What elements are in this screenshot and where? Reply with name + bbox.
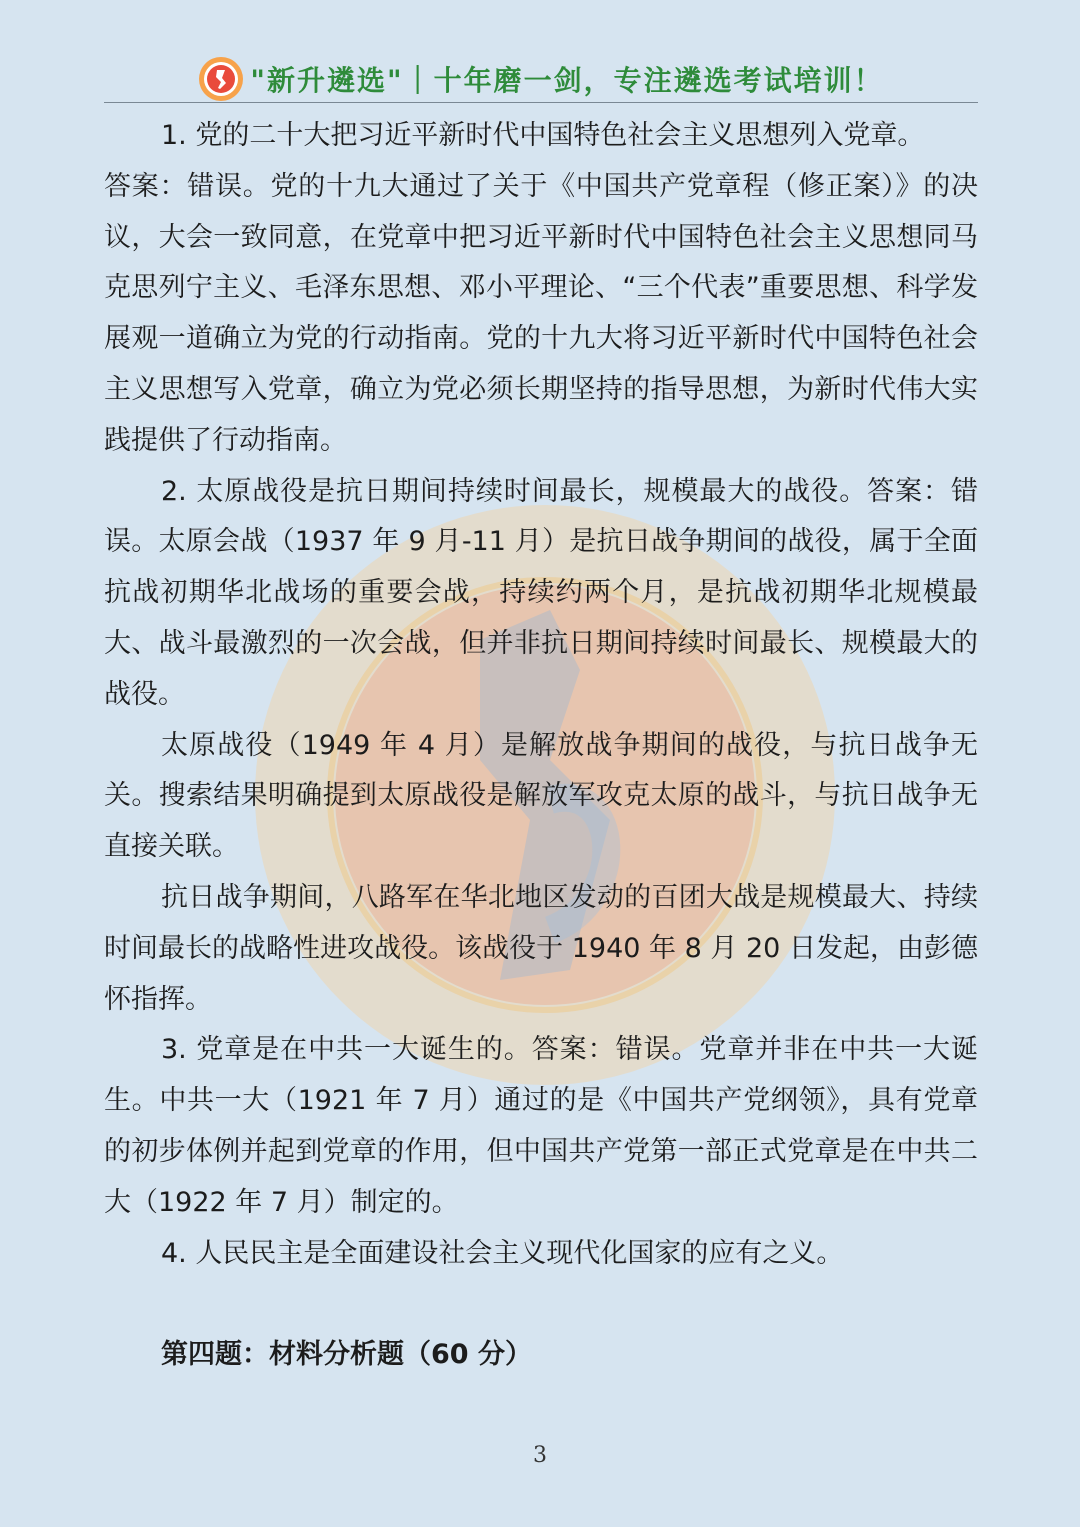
paragraph-hundred-regiments: 抗日战争期间，八路军在华北地区发动的百团大战是规模最大、持续时间最长的战略性进攻战役。该战役于 1940 年 8 月 20 日发起，由彭德怀指挥。 [104,881,978,1015]
page-number: 3 [533,1443,547,1468]
document-body [104,111,978,1279]
seal-logo-icon [198,56,244,102]
paragraph-q1: 1. 党的二十大把习近平新时代中国特色社会主义思想列入党章。 [161,120,925,151]
paragraph-q2: 2. 太原战役是抗日期间持续时间最长，规模最大的战役。答案：错误。太原会战（1937 年 9 月-11 月）是抗日战争期间的战役，属于全面抗战初期华北战场的重要会战，持续约两个月，是抗战初期华北规模最大、战斗最激烈的一次会战，但并非抗日期间持续时间最长、规模最大的战役。 [104,475,978,710]
page-header [104,54,978,104]
paragraph-q3: 3. 党章是在中共一大诞生的。答案：错误。党章并非在中共一大诞生。中共一大（1921 年 7 月）通过的是《中国共产党纲领》，具有党章的初步体例并起到党章的作用，但中国共产党第一部正式党章是在中共二大（1922 年 7 月）制定的。 [104,1034,978,1218]
header-slogan: "新升遴选"｜十年磨一剑，专注遴选考试培训！ [250,64,884,97]
paragraph-q4: 4. 人民民主是全面建设社会主义现代化国家的应有之义。 [161,1237,844,1269]
section-title: 第四题：材料分析题（60 分） [161,1339,532,1370]
paragraph-taiyuan-campaign: 太原战役（1949 年 4 月）是解放战争期间的战役，与抗日战争无关。搜索结果明确提到太原战役是解放军攻克太原的战斗，与抗日战争无直接关联。 [104,729,978,863]
header-divider [104,102,978,103]
paragraph-q1-answer: 答案：错误。党的十九大通过了关于《中国共产党章程（修正案）》的决议，大会一致同意，在党章中把习近平新时代中国特色社会主义思想同马克思列宁主义、毛泽东思想、邓小平理论、“三个代表”重要思想、科学发展观一道确立为党的行动指南。党的十九大将习近平新时代中国特色社会主义思想写入党章，确立为党必须长期坚持的指导思想，为新时代伟大实践提供了行动指南。 [104,170,978,456]
